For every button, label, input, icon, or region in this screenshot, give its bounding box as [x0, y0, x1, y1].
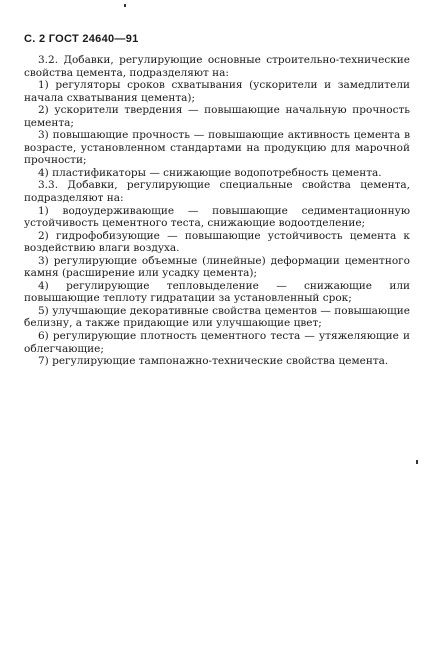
section-3-2-intro: 3.2. Добавки, регулирующие основные строительно-технические свойства цемента, подразделяют на:: [24, 54, 410, 79]
page-header: С. 2 ГОСТ 24640—91: [24, 33, 139, 45]
scan-speck: [416, 460, 418, 464]
list-item: 2) ускорители твердения — повышающие начальную прочность цемента;: [24, 104, 410, 129]
list-item: 5) улучшающие декоративные свойства цементов — повышающие белизну, а также придающие или улучшающие цвет;: [24, 304, 410, 330]
list-item: 1) водоудерживающие — повышающие седиментационную устойчивость цементного теста, снижающие водоотделение;: [24, 204, 410, 230]
list-item: 3) повышающие прочность — повышающие активность цемента в возрасте, установленном стандартами на продукцию для марочной прочности;: [24, 129, 410, 167]
document-body: [24, 54, 410, 368]
list-item: 4) пластификаторы — снижающие водопотребность цемента.: [38, 166, 382, 179]
list-item: 1) регуляторы сроков схватывания (ускорители и замедлители начала схватывания цемента);: [24, 79, 410, 104]
list-item: 3) регулирующие объемные (линейные) деформации цементного камня (расширение или усадку цемента);: [24, 254, 410, 280]
list-item: 2) гидрофобизующие — повышающие устойчивость цемента к воздействию влаги воздуха.: [24, 229, 410, 255]
list-item: 7) регулирующие тампонажно-технические свойства цемента.: [38, 355, 389, 368]
section-3-3-intro: 3.3. Добавки, регулирующие специальные свойства цемента, подразделяют на:: [24, 179, 410, 205]
list-item: 6) регулирующие плотность цементного теста — утяжеляющие и облегчающие;: [24, 330, 410, 355]
scan-speck: [124, 4, 126, 7]
list-item: 4) регулирующие тепловыделение — снижающие или повышающие теплоту гидратации за установленный срок;: [24, 279, 410, 305]
